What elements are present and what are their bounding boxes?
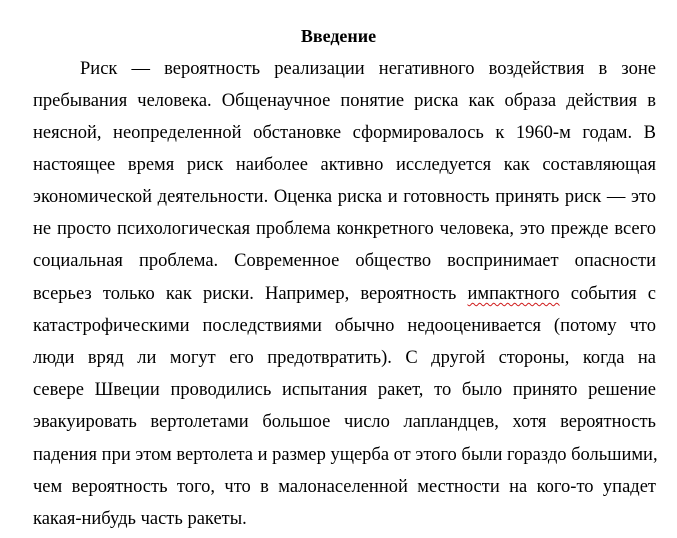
text-line: социальная проблема. Современное общество воспринимает опасности: [33, 251, 656, 271]
text-line: севере Швеции проводились испытания ракет, то было принято решение: [33, 380, 656, 400]
text-line: Риск — вероятность реализации негативного воздействия в зоне: [80, 59, 656, 79]
spellcheck-flagged-word[interactable]: импактного: [467, 284, 560, 304]
text-segment: события с: [570, 284, 656, 304]
text-line-with-spelling-error: [33, 283, 656, 305]
text-line: падения при этом вертолета и размер ущерба от этого были гораздо большими,: [33, 445, 658, 465]
text-line: эвакуировать вертолетами большое число лапландцев, хотя вероятность: [33, 412, 656, 432]
text-line: какая-нибудь часть ракеты.: [33, 509, 247, 529]
document-heading: Введение: [300, 26, 377, 46]
text-line: катастрофическими последствиями обычно недооценивается (потому что: [33, 316, 656, 336]
text-line: не просто психологическая проблема конкретного человека, это прежде всего: [33, 219, 656, 239]
text-line: люди вряд ли могут его предотвратить). С другой стороны, когда на: [33, 348, 656, 368]
text-line: пребывания человека. Общенаучное понятие риска как образа действия в: [33, 91, 656, 111]
text-line: неясной, неопределенной обстановке сформировалось к 1960-м годам. В: [33, 123, 656, 143]
text-line: чем вероятность того, что в малонаселенной местности на кого-то упадет: [33, 477, 656, 497]
text-line: настоящее время риск наиболее активно исследуется как составляющая: [33, 155, 656, 175]
text-segment: всерьез только как риски. Например, вероятность: [33, 284, 468, 304]
text-line: экономической деятельности. Оценка риска и готовность принять риск — это: [33, 187, 656, 207]
